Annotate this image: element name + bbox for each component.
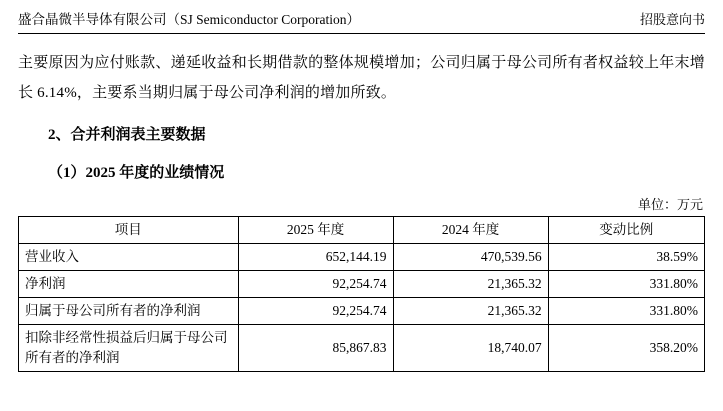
row-value-2025: 85,867.83 (238, 325, 393, 372)
row-value-2024: 470,539.56 (393, 244, 548, 271)
table-unit-label: 单位：万元 (637, 197, 703, 212)
page-header (18, 0, 705, 33)
row-value-change: 331.80% (548, 298, 704, 325)
table-row (19, 271, 705, 298)
row-value-change: 38.59% (548, 244, 704, 271)
subsection-heading: （1）2025 年度的业绩情况 (48, 165, 225, 181)
column-header-2025: 2025 年度 (238, 217, 393, 244)
table-header-row (19, 217, 705, 244)
header-document-type: 招股意向书 (639, 12, 705, 27)
row-value-change: 358.20% (548, 325, 704, 372)
row-value-2025: 652,144.19 (238, 244, 393, 271)
row-label: 营业收入 (19, 244, 239, 271)
row-value-2025: 92,254.74 (238, 298, 393, 325)
row-label: 归属于母公司所有者的净利润 (19, 298, 239, 325)
row-value-2024: 21,365.32 (393, 298, 548, 325)
financial-summary-table (18, 216, 705, 372)
header-company-name: 盛合晶微半导体有限公司（SJ Semiconductor Corporation） (18, 12, 360, 27)
table-row (19, 325, 705, 372)
table-row (19, 298, 705, 325)
row-label: 扣除非经常性损益后归属于母公司所有者的净利润 (19, 325, 239, 372)
row-value-2024: 18,740.07 (393, 325, 548, 372)
row-value-change: 331.80% (548, 271, 704, 298)
body-paragraph: 主要原因为应付账款、递延收益和长期借款的整体规模增加；公司归属于母公司所有者权益较上年末增长 6.14%，主要系当期归属于母公司净利润的增加所致。 (18, 55, 705, 101)
column-header-2024: 2024 年度 (393, 217, 548, 244)
row-value-2025: 92,254.74 (238, 271, 393, 298)
row-label: 净利润 (19, 271, 239, 298)
column-header-change: 变动比例 (548, 217, 704, 244)
section-heading: 2、合并利润表主要数据 (48, 127, 206, 143)
table-row (19, 244, 705, 271)
column-header-item: 项目 (19, 217, 239, 244)
header-divider (18, 33, 705, 34)
row-value-2024: 21,365.32 (393, 271, 548, 298)
